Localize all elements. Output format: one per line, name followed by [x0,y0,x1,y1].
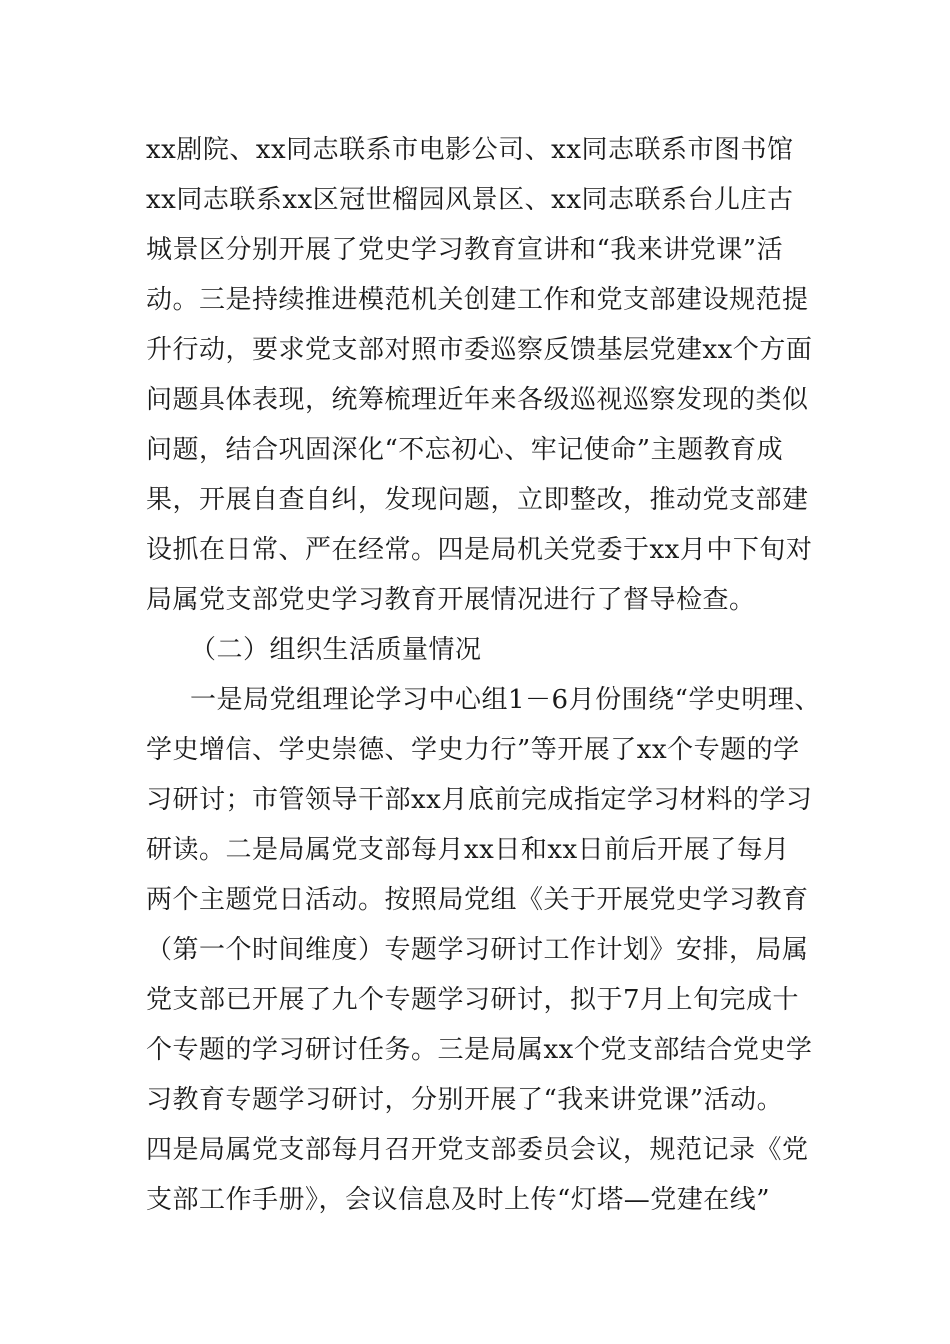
text-line: 升行动，要求党支部对照市委巡察反馈基层党建xx个方面 [146,335,813,365]
text-line: 两个主题党日活动。按照局党组《关于开展党史学习教育 [146,885,809,915]
text-line: 问题，结合巩固深化“不忘初心、牢记使命”主题教育成 [146,435,784,465]
text-line: xx同志联系xx区冠世榴园风景区、xx同志联系台儿庄古 [146,185,794,215]
text-line: 设抓在日常、严在经常。四是局机关党委于xx月中下旬对 [146,535,813,565]
text-line: 研读。二是局属党支部每月xx日和xx日前后开展了每月 [146,835,790,865]
text-line: 学史增信、学史崇德、学史力行”等开展了xx个专题的学 [146,735,800,765]
text-line: 一是局党组理论学习中心组1－6月份围绕“学史明理、 [190,685,821,715]
text-line: （第一个时间维度）专题学习研讨工作计划》安排，局属 [146,935,809,965]
text-line: 果，开展自查自纠，发现问题，立即整改，推动党支部建 [146,485,809,515]
section-heading: （二）组织生活质量情况 [190,635,482,665]
text-line: 动。三是持续推进模范机关创建工作和党支部建设规范提 [146,285,809,315]
text-line: 局属党支部党史学习教育开展情况进行了督导检查。 [146,585,756,615]
text-line: 支部工作手册》，会议信息及时上传“灯塔—党建在线” [146,1185,771,1215]
text-line: 个专题的学习研讨任务。三是局属xx个党支部结合党史学 [146,1035,813,1065]
text-line: 习教育专题学习研讨，分别开展了“我来讲党课”活动。 [146,1085,784,1115]
text-line: 四是局属党支部每月召开党支部委员会议，规范记录《党 [146,1135,809,1165]
text-line: 问题具体表现，统筹梳理近年来各级巡视巡察发现的类似 [146,385,809,415]
text-line: 党支部已开展了九个专题学习研讨，拟于7月上旬完成十 [146,985,800,1015]
text-line: xx剧院、xx同志联系市电影公司、xx同志联系市图书馆 [146,135,794,165]
text-line: 城景区分别开展了党史学习教育宣讲和“我来讲党课”活 [146,235,784,265]
text-line: 习研讨；市管领导干部xx月底前完成指定学习材料的学习 [146,785,813,815]
